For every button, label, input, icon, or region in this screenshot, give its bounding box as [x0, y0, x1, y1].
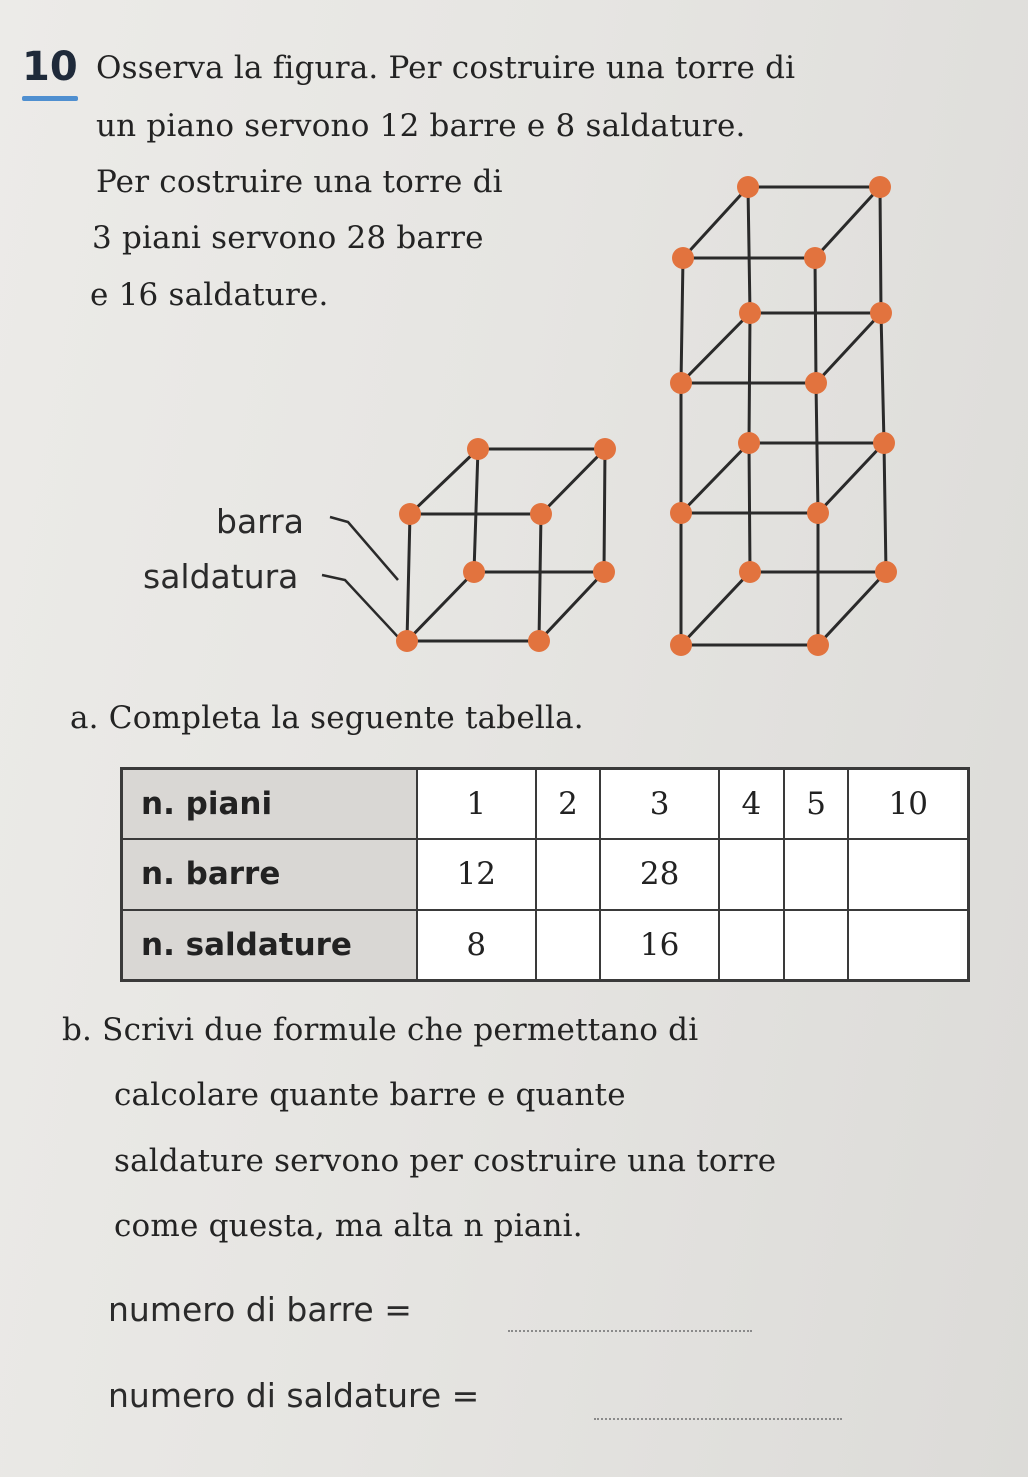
part-b-line-3: saldature servono per costruire una torre [114, 1143, 777, 1179]
cube-bar-1-right [541, 449, 605, 514]
cube-weld-1-3 [467, 438, 489, 460]
cube-bar-1-vertical-0 [407, 514, 410, 641]
cell-piani-5: 5 [784, 769, 849, 840]
tower-weld-2-3 [739, 302, 761, 324]
tower-bar-3-vertical-0 [681, 258, 683, 383]
part-b-line-2: calcolare quante barre e quante [114, 1077, 626, 1113]
cell-piani-4: 4 [719, 769, 784, 840]
tower-weld-1-1 [807, 502, 829, 524]
tower-bar-1-vertical-2 [884, 443, 886, 572]
row-header-piani: n. piani [122, 769, 418, 840]
cell-barre-2[interactable] [536, 839, 601, 909]
tower-weld-1-2 [873, 432, 895, 454]
tower-weld-3-3 [737, 176, 759, 198]
tower-bar-1-vertical-3 [749, 443, 750, 572]
tower-weld-0-2 [875, 561, 897, 583]
tower-bar-0-left [681, 572, 750, 645]
row-header-barre: n. barre [122, 839, 418, 909]
label-pointers [322, 517, 398, 637]
welds-group [396, 176, 897, 656]
part-b-line-4: come questa, ma alta n piani. [114, 1208, 583, 1244]
tower-weld-2-2 [870, 302, 892, 324]
intro-line-4: 3 piani servono 28 barre [92, 220, 484, 256]
cell-barre-3: 28 [600, 839, 719, 909]
cell-barre-4[interactable] [719, 839, 784, 909]
tower-bar-3-vertical-1 [815, 258, 816, 383]
cell-barre-5[interactable] [784, 839, 849, 909]
tower-weld-0-0 [670, 634, 692, 656]
tower-bar-3-left [683, 187, 748, 258]
tower-bar-2-right [816, 313, 881, 383]
tower-bar-1-right [818, 443, 884, 513]
tower-bar-2-vertical-2 [881, 313, 884, 443]
formula-welds-blank[interactable] [594, 1418, 842, 1420]
tower-bar-2-left [681, 313, 750, 383]
cell-piani-3: 3 [600, 769, 719, 840]
cell-saldature-2[interactable] [536, 910, 601, 981]
tower-weld-2-0 [670, 372, 692, 394]
tower-weld-1-3 [738, 432, 760, 454]
label-bar: barra [216, 502, 304, 541]
weld-pointer [322, 575, 398, 637]
cube-weld-0-2 [593, 561, 615, 583]
tower-bar-3-right [815, 187, 880, 258]
tower-weld-1-0 [670, 502, 692, 524]
label-weld: saldatura [143, 557, 299, 596]
table-row-saldature [122, 910, 969, 981]
cube-bar-1-left [410, 449, 478, 514]
tower-bar-3-vertical-3 [748, 187, 750, 313]
cell-barre-6[interactable] [848, 839, 968, 909]
cube-bar-1-vertical-2 [604, 449, 605, 572]
exercise-number: 10 [22, 44, 78, 90]
cell-piani-1: 1 [417, 769, 536, 840]
cube-bar-0-left [407, 572, 474, 641]
intro-line-2: un piano servono 12 barre e 8 saldature. [96, 108, 746, 144]
cell-saldature-5[interactable] [784, 910, 849, 981]
intro-line-3: Per costruire una torre di [96, 164, 503, 200]
part-a-prompt: a. Completa la seguente tabella. [70, 700, 584, 736]
cube-weld-0-3 [463, 561, 485, 583]
cell-piani-6: 10 [848, 769, 968, 840]
cube-weld-0-1 [528, 630, 550, 652]
cell-saldature-6[interactable] [848, 910, 968, 981]
cell-barre-1: 12 [417, 839, 536, 909]
intro-line-1: Osserva la figura. Per costruire una torre di [96, 50, 796, 86]
cube-bar-1-vertical-3 [474, 449, 478, 572]
cell-saldature-1: 8 [417, 910, 536, 981]
cell-piani-2: 2 [536, 769, 601, 840]
cube-weld-1-1 [530, 503, 552, 525]
cube-bar-0-right [539, 572, 604, 641]
cube-bar-1-vertical-1 [539, 514, 541, 641]
tower-weld-0-3 [739, 561, 761, 583]
row-header-saldature: n. saldature [122, 910, 418, 981]
formula-welds-label: numero di saldature = [108, 1376, 480, 1415]
part-b-line-1: b. Scrivi due formule che permettano di [62, 1012, 699, 1048]
tower-bar-0-right [818, 572, 886, 645]
tower-bar-1-left [681, 443, 749, 513]
tower-weld-0-1 [807, 634, 829, 656]
tower-weld-3-0 [672, 247, 694, 269]
table-row-barre [122, 839, 969, 909]
cube-weld-1-2 [594, 438, 616, 460]
tower-bar-2-vertical-3 [749, 313, 750, 443]
data-table [120, 767, 970, 982]
tower-weld-2-1 [805, 372, 827, 394]
bar-pointer [330, 517, 398, 580]
table-row-piani [122, 769, 969, 840]
cell-saldature-3: 16 [600, 910, 719, 981]
cell-saldature-4[interactable] [719, 910, 784, 981]
tower-weld-3-1 [804, 247, 826, 269]
formula-bars-label: numero di barre = [108, 1290, 412, 1329]
cube-weld-1-0 [399, 503, 421, 525]
tower-bar-2-vertical-1 [816, 383, 818, 513]
intro-line-5: e 16 saldature. [90, 277, 329, 313]
tower-bar-3-vertical-2 [880, 187, 881, 313]
cube-weld-0-0 [396, 630, 418, 652]
tower-weld-3-2 [869, 176, 891, 198]
formula-bars-blank[interactable] [508, 1330, 752, 1332]
